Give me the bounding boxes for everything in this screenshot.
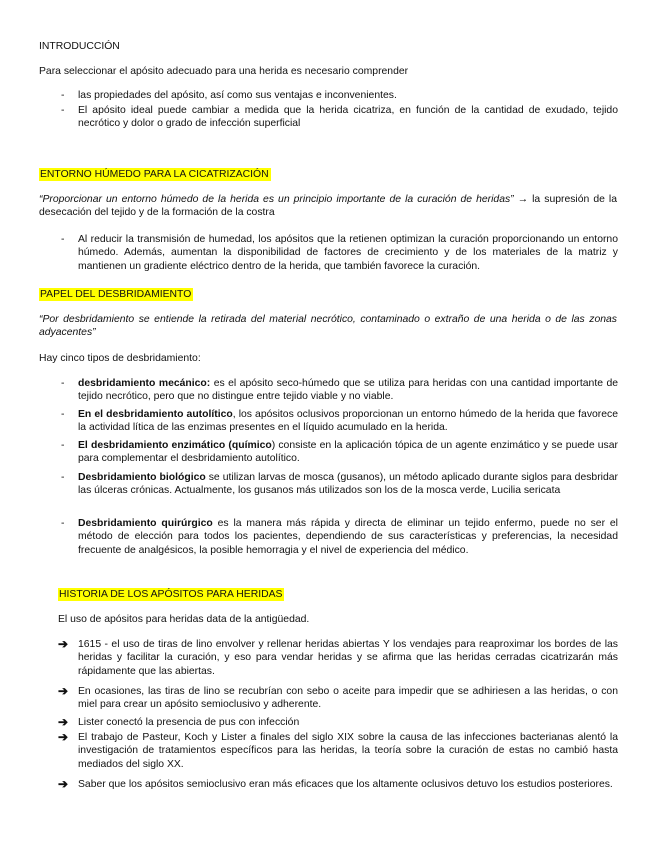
bullet-dash: -	[61, 234, 65, 245]
type-term: Desbridamiento quirúrgico	[78, 518, 213, 529]
historia-item-4: El trabajo de Pasteur, Koch y Lister a finales del siglo XIX sobre la causa de las infecciones bacterianas alentó la investigación de tratamientos específicos para las heridas, la teoría sobre la curación de estas no cambió hasta mediados del siglo XX.	[78, 732, 618, 770]
type-text: es el apósito seco-húmedo que se utiliza para heridas con una cantidad importante de tejido necrótico, pero que no distingue entre tejido viable y no viable.	[78, 378, 618, 403]
desbridamiento-type-3	[78, 439, 618, 466]
historia-heading	[58, 588, 284, 601]
historia-lead: El uso de apósitos para heridas data de la antigüedad.	[58, 614, 310, 625]
type-term: Desbridamiento biológico	[78, 472, 206, 483]
desbridamiento-heading-text: PAPEL DEL DESBRIDAMIENTO	[40, 289, 192, 300]
entorno-heading-text: ENTORNO HÚMEDO PARA LA CICATRIZACIÓN	[40, 169, 269, 180]
desbridamiento-type-4	[78, 471, 618, 498]
bullet-dash: -	[61, 409, 65, 420]
type-text: ) consiste en la aplicación tópica de un agente enzimático y se puede usar para complementar el desbridamiento autolítico.	[78, 440, 618, 465]
historia-item-5: Saber que los apósitos semioclusivo eran más eficaces que los altamente oclusivos detuvo los estudios posteriores.	[78, 779, 613, 790]
bullet-dash: -	[61, 518, 65, 529]
desbridamiento-heading	[39, 288, 193, 301]
historia-item-2: En ocasiones, las tiras de lino se recubrían con sebo o aceite para impedir que se adhiriesen a las heridas, o con miel para crear un apósito semioclusivo y adherente.	[78, 686, 618, 711]
desbridamiento-quote: “Por desbridamiento se entiende la retirada del material necrótico, contaminado o extraño de una herida o de las zonas adyacentes”	[39, 314, 617, 339]
arrow-icon: ➔	[58, 730, 69, 744]
type-term: desbridamiento mecánico:	[78, 378, 211, 389]
bullet-dash: -	[61, 472, 65, 483]
arrow-icon: →	[517, 194, 529, 205]
type-text: se utilizan larvas de mosca (gusanos), un método aplicado durante siglos para desbridar las úlceras crónicas. Actualmente, los gusanos más utilizados son los de la mosca verde, Lucilia sericata	[78, 472, 618, 497]
historia-item-3: Lister conectó la presencia de pus con infección	[78, 717, 300, 728]
arrow-icon: ➔	[58, 715, 69, 729]
bullet-dash: -	[61, 90, 65, 101]
entorno-bullet: Al reducir la transmisión de humedad, los apósitos que la retienen optimizan la curación proporcionando un entorno húmedo. Además, aumentan la disponibilidad de factores de crecimiento y de los materiales de la matriz y mantienen un gradiente eléctrico dentro de la herida, que también favorece la curación.	[78, 234, 618, 272]
entorno-quote: “Proporcionar un entorno húmedo de la herida es un principio importante de la curación de heridas”	[39, 194, 514, 205]
entorno-quote-paragraph	[39, 193, 617, 220]
bullet-dash: -	[61, 105, 65, 116]
desbridamiento-lead: Hay cinco tipos de desbridamiento:	[39, 353, 201, 364]
bullet-dash: -	[61, 378, 65, 389]
historia-item-1: 1615 - el uso de tiras de lino envolver y rellenar heridas abiertas Y los vendajes para reaproximar los bordes de las heridas y facilitar la curación, y eso para vendar heridas y se afirma que las heridas cerradas cicatrizarán más rápidamente que las abiertas.	[78, 639, 618, 677]
desbridamiento-type-2	[78, 408, 618, 435]
historia-heading-text: HISTORIA DE LOS APÓSITOS PARA HERIDAS	[59, 589, 283, 600]
arrow-icon: ➔	[58, 637, 69, 651]
intro-bullet-2: El apósito ideal puede cambiar a medida que la herida cicatriza, en función de la cantidad de exudado, tejido necrótico y dolor o grado de infección superficial	[78, 105, 618, 130]
type-text: es la manera más rápida y directa de eliminar un tejido enfermo, puede no ser el método de elección para todos los pacientes, dependiendo de sus características y preferencias, la necesidad frecuente de analgésicos, la posible hemorragia y el nivel de experiencia del médico.	[78, 518, 618, 556]
entorno-heading	[39, 168, 271, 181]
arrow-icon: ➔	[58, 684, 69, 698]
type-term: En el desbridamiento autolítico	[78, 409, 233, 420]
desbridamiento-type-5	[78, 517, 618, 557]
intro-lead: Para seleccionar el apósito adecuado para una herida es necesario comprender	[39, 66, 409, 77]
type-term: El desbridamiento enzimático (químico	[78, 440, 272, 451]
arrow-icon: ➔	[58, 777, 69, 791]
bullet-dash: -	[61, 440, 65, 451]
desbridamiento-type-1	[78, 377, 618, 404]
intro-bullet-1: las propiedades del apósito, así como sus ventajas e inconvenientes.	[78, 90, 397, 101]
entorno-quote-tail: la supresión de la desecación del tejido y de la formación de la costra	[39, 194, 618, 219]
intro-heading: INTRODUCCIÓN	[39, 41, 120, 52]
type-text: , los apósitos oclusivos proporcionan un entorno húmedo de la herida que favorece la actividad lítica de las enzimas presentes en el líquido acumulado en la herida.	[78, 409, 619, 434]
